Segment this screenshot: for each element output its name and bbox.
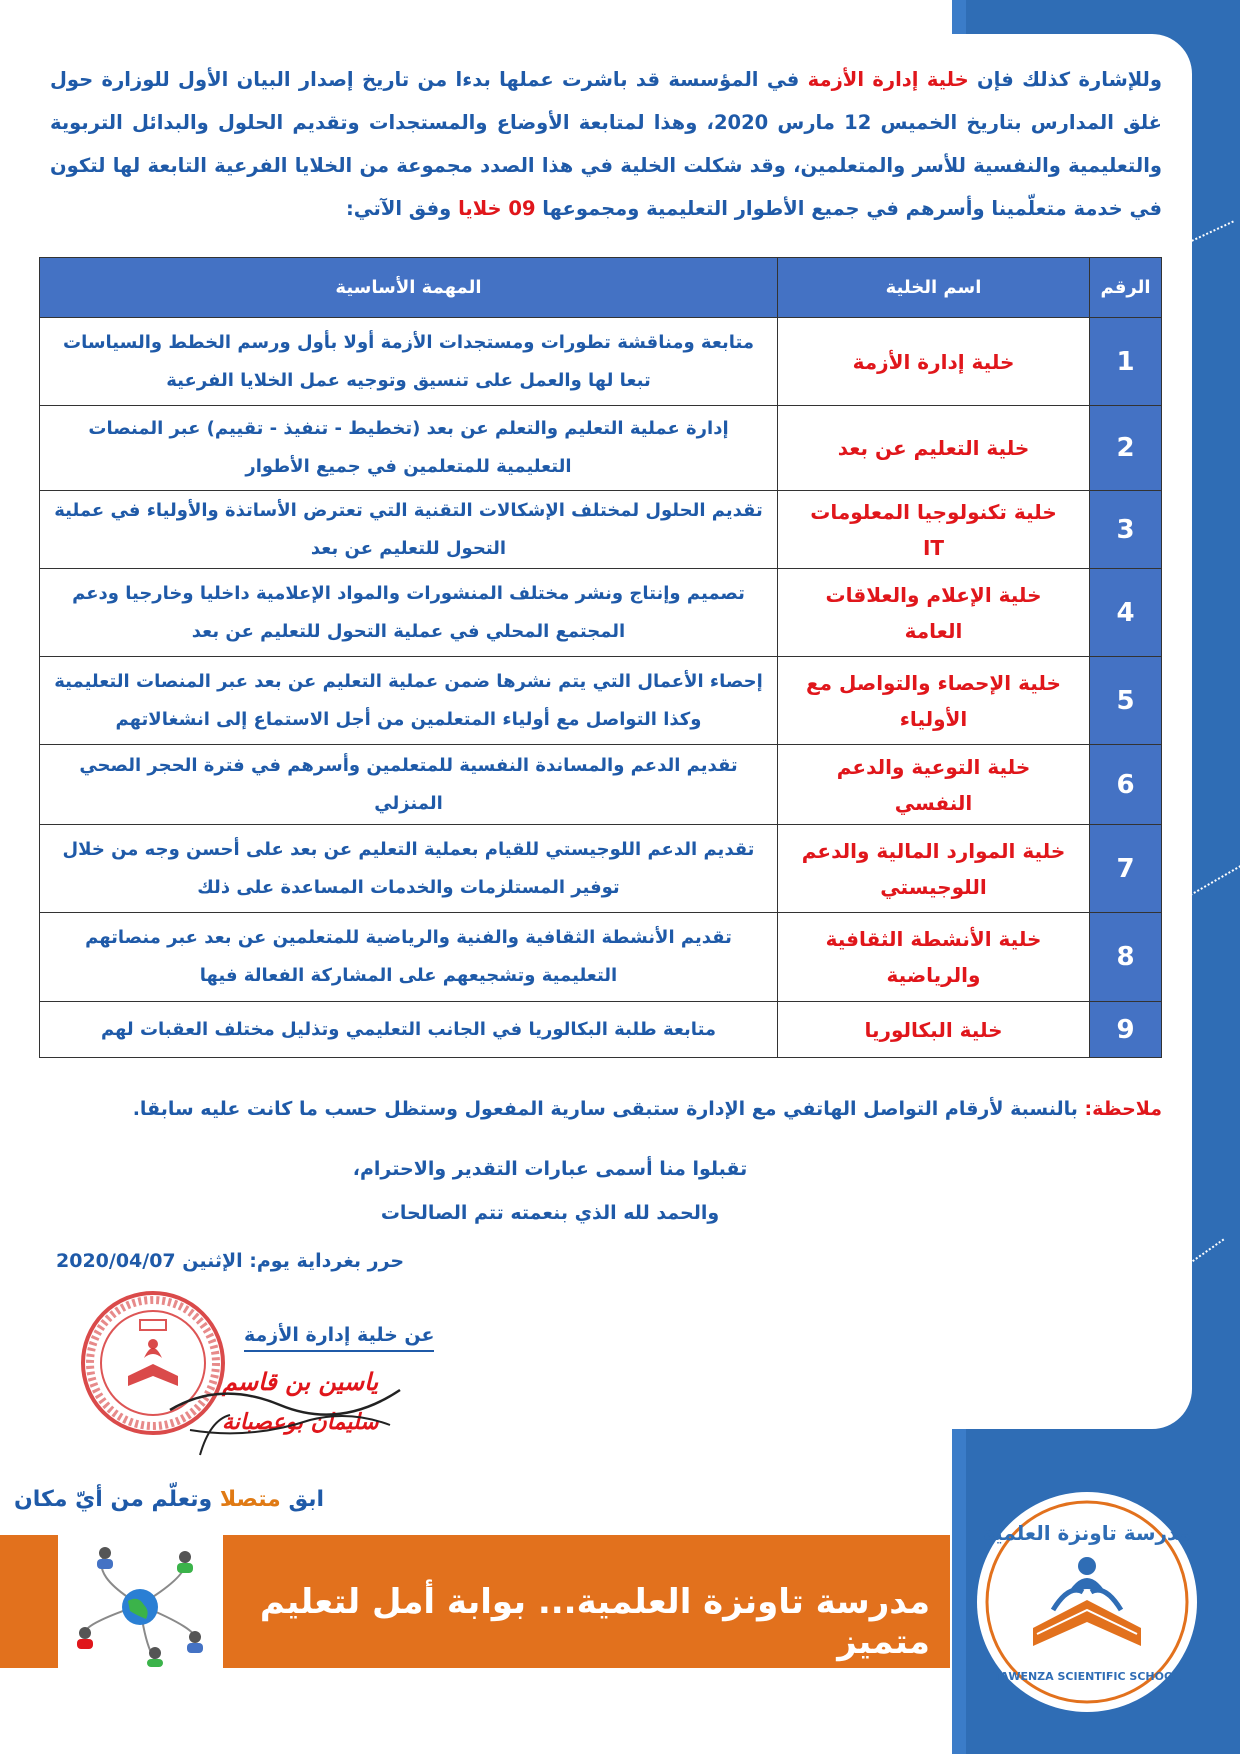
school-logo-icon [973,1488,1201,1716]
note [40,1098,1162,1120]
row-task: تقديم الدعم اللوجيستي للقيام بعملية التعليم عن بعد على أحسن وجه من خلال توفير المستلزمات والخدمات المساعدة على ذلك [40,825,778,913]
intro-paragraph [50,58,1162,230]
intro-text: وللإشارة كذلك فإن [968,68,1162,91]
tagline-part: متصلا [219,1487,281,1512]
banner-left-pad [0,1535,61,1668]
table-header-row [40,258,1162,318]
cells-table [39,257,1162,1058]
row-name: خلية تكنولوجيا المعلومات IT [778,491,1090,569]
row-task: تقديم الحلول لمختلف الإشكالات التقنية التي تعترض الأساتذة والأولياء في عملية التحول للتعليم عن بعد [40,491,778,569]
table-row [40,318,1162,406]
table-row [40,657,1162,745]
row-task: إدارة عملية التعليم والتعلم عن بعد (تخطيط - تنفيذ - تقييم) عبر المنصات التعليمية للمتعلمين في جميع الأطوار [40,406,778,491]
note-label: ملاحظة: [1084,1098,1162,1120]
row-task: متابعة ومناقشة تطورات ومستجدات الأزمة أولا بأول ورسم الخطط والسياسات تبعا لها والعمل على تنسيق وتوجيه عمل الخلايا الفرعية [40,318,778,406]
closing-line-1: تقبلوا منا أسمى عبارات التقدير والاحترام، [352,1158,748,1180]
row-num: 9 [1090,1002,1162,1058]
row-name: خلية التعليم عن بعد [778,406,1090,491]
row-name: خلية الإعلام والعلاقات العامة [778,569,1090,657]
row-num: 5 [1090,657,1162,745]
row-task: تقديم الأنشطة الثقافية والفنية والرياضية للمتعلمين عن بعد عبر منصاتهم التعليمية وتشجيعهم على المشاركة الفعالة فيها [40,913,778,1002]
tagline [14,1487,324,1512]
table-row [40,1002,1162,1058]
row-task: تصميم وإنتاج ونشر مختلف المنشورات والمواد الإعلامية داخليا وخارجيا ودعم المجتمع المحلي في عملية التحول للتعليم عن بعد [40,569,778,657]
intro-highlight-count: 09 خلايا [458,197,536,220]
table-row [40,491,1162,569]
network-globe-icon [60,1535,220,1668]
handwritten-signature-icon [160,1370,420,1460]
tagline-part: ابق [280,1487,325,1512]
header-num: الرقم [1090,258,1162,318]
table-row [40,825,1162,913]
row-name: خلية التوعية والدعم النفسي [778,745,1090,825]
table-row [40,569,1162,657]
header-task: المهمة الأساسية [40,258,778,318]
row-num: 8 [1090,913,1162,1002]
logo-english-text: TAWENZA SCIENTIFIC SCHOOL [993,1670,1181,1683]
row-name: خلية الأنشطة الثقافية والرياضية [778,913,1090,1002]
row-task: متابعة طلبة البكالوريا في الجانب التعليمي وتذليل مختلف العقبات لهم [40,1002,778,1058]
tagline-part: وتعلّم من أيّ مكان [14,1487,220,1512]
note-text: بالنسبة لأرقام التواصل الهاتفي مع الإدارة ستبقى سارية المفعول وستظل حسب ما كانت عليه سابقا. [132,1098,1085,1120]
closing-line-2: والحمد لله الذي بنعمته تتم الصالحات [380,1202,720,1224]
row-num: 7 [1090,825,1162,913]
intro-highlight-cell: خلية إدارة الأزمة [807,68,969,91]
table-row [40,913,1162,1002]
written-date: حرر بغرداية يوم: الإثنين 2020/04/07 [56,1250,405,1272]
row-num: 6 [1090,745,1162,825]
row-task: إحصاء الأعمال التي يتم نشرها ضمن عملية التعليم عن بعد عبر المنصات التعليمية وكذا التواصل مع أولياء المتعلمين من أجل الاستماع إلى انشغالاتهم [40,657,778,745]
table-row [40,406,1162,491]
table-row [40,745,1162,825]
row-name: خلية إدارة الأزمة [778,318,1090,406]
row-num: 2 [1090,406,1162,491]
signature-name-1: ياسين بن قاسم [222,1368,379,1396]
row-num: 4 [1090,569,1162,657]
intro-text: وفق الآتي: [345,197,459,220]
header-name: اسم الخلية [778,258,1090,318]
signature-title: عن خلية إدارة الأزمة [244,1324,434,1352]
intro-text: في المؤسسة قد باشرت عملها بدءا من تاريخ إصدار البيان الأول للوزارة حول غلق المدارس بتاريخ الخميس 12 مارس 2020، وهذا لمتابعة الأوضاع والمستجدات وتقديم الحلول والبدائل التربوية والتعليمية والنفسية للأسر والمتعلمين، وقد شكلت الخلية في هذا الصدد مجموعة من الخلايا الفرعية التابعة لها لتكون في خدمة متعلّمينا وأسرهم في جميع الأطوار التعليمية ومجموعها [50,68,1162,220]
row-num: 1 [1090,318,1162,406]
row-task: تقديم الدعم والمساندة النفسية للمتعلمين وأسرهم في فترة الحجر الصحي المنزلي [40,745,778,825]
row-name: خلية البكالوريا [778,1002,1090,1058]
row-name: خلية الإحصاء والتواصل مع الأولياء [778,657,1090,745]
banner-slogan: مدرسة تاونزة العلمية... بوابة أمل لتعليم متميز [259,1582,930,1662]
signature-name-2: سليمان بوعصبانة [222,1410,379,1435]
row-num: 3 [1090,491,1162,569]
row-name: خلية الموارد المالية والدعم اللوجيستي [778,825,1090,913]
logo-arabic-text: مدرسة تاونزة العلمية [983,1521,1191,1545]
